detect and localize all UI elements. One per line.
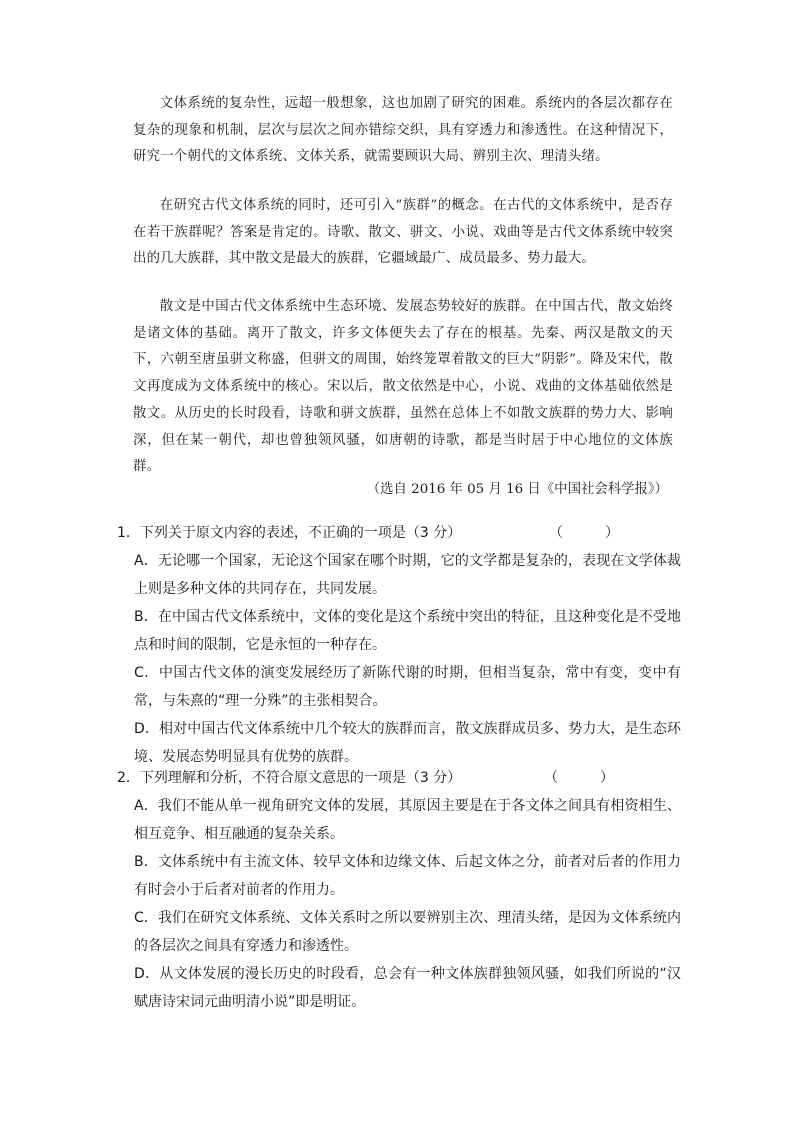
question-1-option-d: D．相对中国古代文体系统中几个较大的族群而言，散文族群成员多、势力大，是生态环境、发展态势明显具有优势的族群。 bbox=[134, 721, 681, 765]
question-1-answer-blank: （ ） bbox=[549, 525, 619, 541]
passage-paragraph-2: 在研究古代文体系统的同时，还可引入“族群”的概念。在古代的文体系统中，是否存在若干族群呢？答案是肯定的。诗歌、散文、骈文、小说、戏曲等是古代文体系统中较突出的几大族群，其中散文是最大的族群，它疆域最广、成员最多、势力最大。 bbox=[133, 198, 673, 267]
question-2-stem-row bbox=[117, 764, 681, 792]
passage-source: （选自 2016 年 05 月 16 日《中国社会科学报》） bbox=[366, 482, 668, 497]
question-2 bbox=[117, 764, 681, 1016]
question-2-option-d: D．从文体发展的漫长历史的时段看，总会有一种文体族群独领风骚，如我们所说的“汉赋唐诗宋词元曲明清小说”即是明证。 bbox=[134, 966, 681, 1010]
question-2-option-b: B．文体系统中有主流文体、较早文体和边缘文体、后起文体之分，前者对后者的作用力有时会小于后者对前者的作用力。 bbox=[134, 854, 681, 898]
question-1-option-c: C．中国古代文体的演变发展经历了新陈代谢的时期，但相当复杂，常中有变，变中有常，与朱熹的“理一分殊”的主张相契合。 bbox=[134, 665, 681, 709]
passage-paragraph-3: 散文是中国古代文体系统中生态环境、发展态势较好的族群。在中国古代，散文始终是诸文体的基础。离开了散文，许多文体便失去了存在的根基。先秦、两汉是散文的天下，六朝至唐虽骈文称盛，但骈文的周围，始终笼罩着散文的巨大“阴影”。降及宋代，散文再度成为文体系统中的核心。宋以后，散文依然是中心，小说、戏曲的文体基础依然是散文。从历史的长时段看，诗歌和骈文族群，虽然在总体上不如散文族群的势力大、影响深，但在某一朝代，却也曾独领风骚，如唐朝的诗歌，都是当时居于中心地位的文体族群。 bbox=[133, 299, 673, 475]
question-1 bbox=[117, 519, 681, 771]
passage-paragraph-1: 文体系统的复杂性，远超一般想象，这也加剧了研究的困难。系统内的各层次都存在复杂的现象和机制，层次与层次之间亦错综交织，具有穿透力和渗透性。在这种情况下，研究一个朝代的文体系统、文体关系，就需要顾识大局、辨别主次、理清头绪。 bbox=[133, 96, 673, 165]
question-1-option-a: A．无论哪一个国家，无论这个国家在哪个时期，它的文学都是复杂的，表现在文学体裁上则是多种文体的共同存在，共同发展。 bbox=[134, 553, 681, 597]
question-1-stem-row bbox=[117, 519, 681, 547]
question-2-answer-blank: （ ） bbox=[544, 770, 614, 786]
question-2-option-a: A．我们不能从单一视角研究文体的发展，其原因主要是在于各文体之间具有相资相生、相互竞争、相互融通的复杂关系。 bbox=[134, 798, 681, 842]
question-2-option-c: C．我们在研究文体系统、文体关系时之所以要辨别主次、理清头绪，是因为文体系统内的各层次之间具有穿透力和渗透性。 bbox=[134, 910, 681, 954]
question-1-stem: 1．下列关于原文内容的表述，不正确的一项是（3 分） bbox=[117, 525, 462, 541]
question-2-stem: 2．下列理解和分析，不符合原文意思的一项是（3 分） bbox=[117, 770, 462, 786]
question-1-option-b: B．在中国古代文体系统中，文体的变化是这个系统中突出的特征，且这种变化是不受地点和时间的限制，它是永恒的一种存在。 bbox=[134, 609, 681, 653]
